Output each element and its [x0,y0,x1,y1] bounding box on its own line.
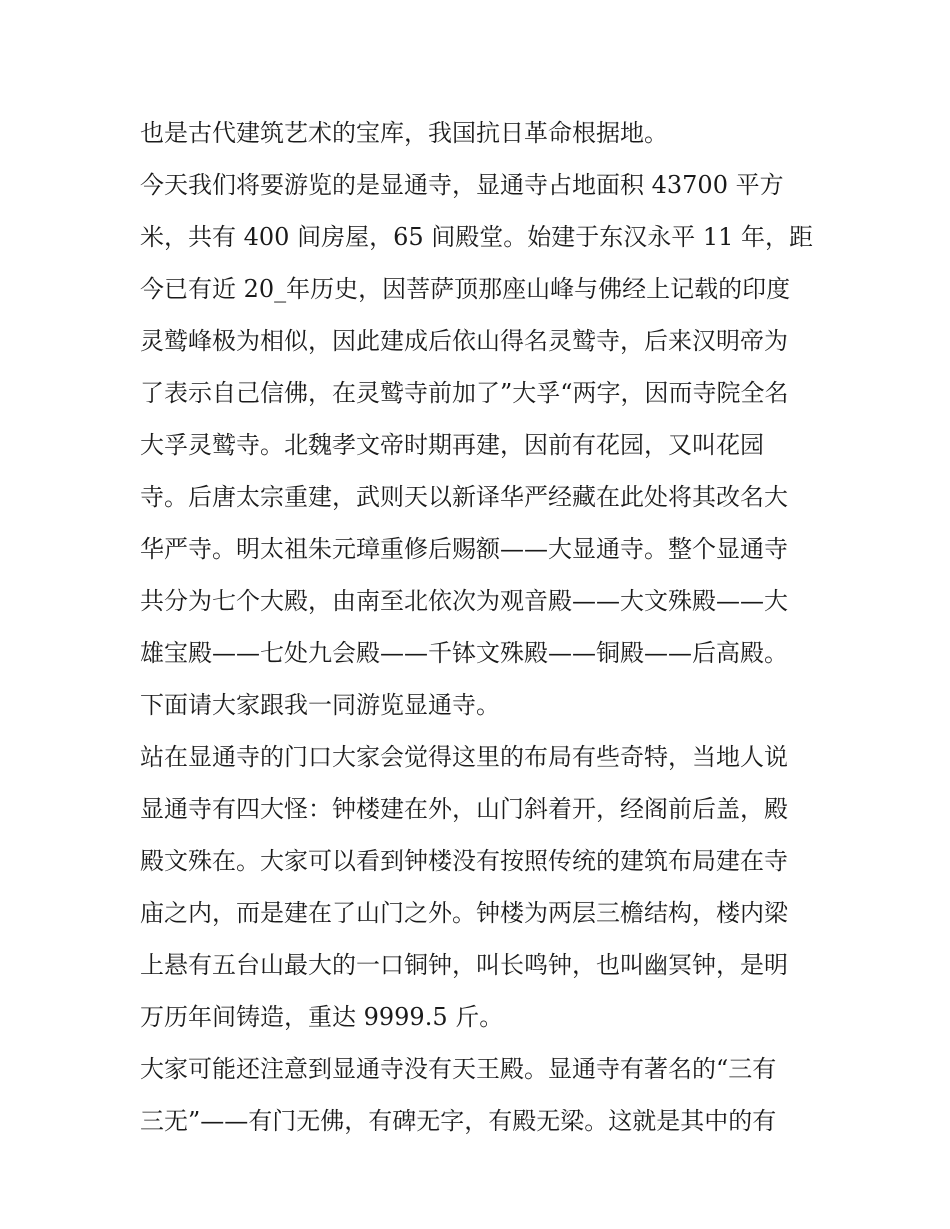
text-line: 雄宝殿——七处九会殿——千钵文殊殿——铜殿——后高殿。 [140,639,788,667]
text-line: 今天我们将要游览的是显通寺，显通寺占地面积 43700 平方 [140,171,784,199]
body-text [140,107,820,1147]
text-line: 共分为七个大殿，由南至北依次为观音殿——大文殊殿——大 [140,587,788,615]
text-line: 也是古代建筑艺术的宝库，我国抗日革命根据地。 [140,119,668,147]
text-line: 华严寺。明太祖朱元璋重修后赐额——大显通寺。整个显通寺 [140,535,788,563]
text-line: 显通寺有四大怪：钟楼建在外，山门斜着开，经阁前后盖，殿 [140,795,788,823]
text-line: 万历年间铸造，重达 9999.5 斤。 [140,1003,504,1031]
text-line: 下面请大家跟我一同游览显通寺。 [140,691,500,719]
text-line: 大家可能还注意到显通寺没有天王殿。显通寺有著名的“三有 [140,1055,777,1083]
text-line: 了表示自己信佛，在灵鹫寺前加了”大孚“两字，因而寺院全名 [140,379,789,407]
text-line: 殿文殊在。大家可以看到钟楼没有按照传统的建筑布局建在寺 [140,847,788,875]
text-line: 三无”——有门无佛，有碑无字，有殿无梁。这就是其中的有 [140,1107,777,1135]
text-line: 米，共有 400 间房屋，65 间殿堂。始建于东汉永平 11 年，距 [140,223,814,251]
text-line: 今已有近 20_年历史，因菩萨顶那座山峰与佛经上记载的印度 [140,275,791,303]
text-line: 大孚灵鹫寺。北魏孝文帝时期再建，因前有花园，又叫花园 [140,431,764,459]
text-line: 灵鹫峰极为相似，因此建成后依山得名灵鹫寺，后来汉明帝为 [140,327,788,355]
text-line: 庙之内，而是建在了山门之外。钟楼为两层三檐结构，楼内梁 [140,899,788,927]
text-line: 站在显通寺的门口大家会觉得这里的布局有些奇特，当地人说 [140,743,788,771]
text-line: 寺。后唐太宗重建，武则天以新译华严经藏在此处将其改名大 [140,483,788,511]
text-line: 上悬有五台山最大的一口铜钟，叫长鸣钟，也叫幽冥钟，是明 [140,951,788,979]
